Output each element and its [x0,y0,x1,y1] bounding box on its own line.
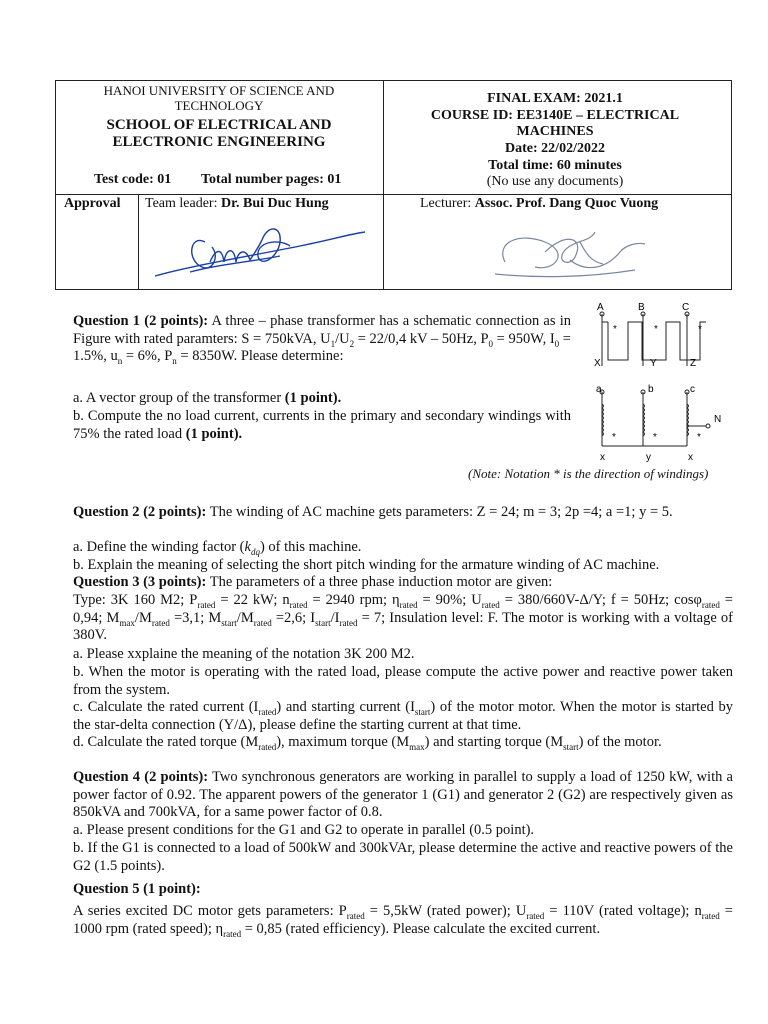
course-id: COURSE ID: EE3140E – ELECTRICAL MACHINES [430,108,680,139]
question-2-part-b: b. Explain the meaning of selecting the short pitch winding for the armature winding of AC machine. [73,557,660,573]
question-4-part-b: b. If the G1 is connected to a load of 500kW and 300kVAr, please determine the active and reactive powers of the G2 (1.5 points). [73,840,733,874]
question-1-note: (Note: Notation * is the direction of windings) [468,466,709,481]
polarity-star: * [654,324,658,335]
question-4-intro: Question 4 (2 points): Two synchronous generators are working in parallel to supply a load of 1250 kW, with a power factor of 0.92. The apparent powers of the generator 1 (G1) and generator 2 (G2) are respectively given as 850kVA and 700kVA, for a same power factor of 0.8. [73,769,733,820]
exam-title: FINAL EXAM: 2021.1 [487,91,623,106]
terminal-Y: Y [650,358,657,369]
terminal-B: B [638,302,645,313]
exam-date: Date: 22/02/2022 [505,141,605,156]
question-5-title: Question 5 (1 point): [73,881,201,897]
lecturer: Lecturer: Assoc. Prof. Dang Quoc Vuong [420,196,659,211]
polarity-star: * [698,324,702,335]
terminal-z-lower: x [688,452,693,463]
question-3-part-a: a. Please xxplaine the meaning of the notation 3K 200 M2. [73,646,415,662]
question-3-part-c: c. Calculate the rated current $(I_{rated})$ and starting current $(I_{start})$ of the motor motor. When the motor is started by the star-delta connection (Y/Δ), please define the starting current at that time. [73,699,733,733]
transformer-schematic [588,300,738,466]
university-name: HANOI UNIVERSITY OF SCIENCE AND TECHNOLOGY [103,83,335,113]
question-2-intro: Question 2 (2 points): The winding of AC machine gets parameters: Z = 24; m = 3; 2p =4; a =1; y = 5. [73,504,673,520]
team-leader-signature [150,212,370,284]
terminal-y: y [646,452,651,463]
question-1-intro: Question 1 (2 points): A three – phase transformer has a schematic connection as in Figure with rated paramters: S = 750kVA, $U_1/U_2 = 22/0,4$ kV – 50Hz, $P_0 = 950W$, $I_0 = 1.5\%$, $u_n = 6\%$, $P_n = 8350W$. Please determine: [73,313,571,366]
terminal-b: b [648,384,654,395]
question-1-part-b: b. Compute the no load current, currents in the primary and secondary windings with 75% the rated load (1 point). [73,408,571,442]
polarity-star: * [613,324,617,335]
lecturer-signature [475,212,675,284]
question-4-part-a: a. Please present conditions for the G1 and G2 to operate in parallel (0.5 point). [73,822,535,838]
terminal-X: X [594,358,601,369]
question-3-intro: Question 3 (3 points): The parameters of a three phase induction motor are given: [73,574,553,590]
question-1-part-a: a. A vector group of the transformer (1 point). [73,390,342,406]
polarity-star: * [697,432,701,443]
polarity-star: * [612,432,616,443]
no-documents-note: (No use any documents) [486,174,624,189]
terminal-N: N [714,414,722,425]
lecturer-name: Assoc. Prof. Dang Quoc Vuong [474,196,659,211]
team-leader-name: Dr. Bui Duc Hung [220,196,329,211]
total-time: Total time: 60 minutes [488,158,622,173]
terminal-c: c [690,384,695,395]
question-5-body: A series excited DC motor gets parameters: $P_{rated} = 5,5kW$ (rated power); $U_{rated} = 110V$ (rated voltage); $n_{rated} = 1000$ rpm (rated speed); $\eta_{rated} = 0,85$ (rated efficiency). Please calculate the excited current. [73,903,733,939]
test-code: Test code: 01 [94,172,172,187]
terminal-x: x [600,452,605,463]
question-2-part-a: a. Define the winding factor $(k_{dq})$ of this machine. [73,539,362,557]
question-3-parameters: Type: 3K 160 M2; $P_{rated} = 22$ kW; $n_{rated} = 2940$ rpm; $\eta_{rated} = 90\%$; $U_{rated} = 380/660V-\Delta/Y$; f = 50Hz; cosφ$_{rated}$ = 0,94; $M_{max}/M_{rated} =3,1$; $M_{start}/M_{rated} =2,6$; $I_{start}/I_{rated} = 7$; Insulation level: F. The motor is working with a voltage of 380V. [73,592,733,643]
question-3-part-d: d. Calculate the rated torque $(M_{rated})$, maximum torque $(M_{max})$ and starting torque $(M_{start})$ of the motor. [73,734,662,752]
terminal-C: C [682,302,690,313]
terminal-A: A [597,302,604,313]
terminal-Z: Z [690,358,697,369]
team-leader: Team leader: Dr. Bui Duc Hung [145,196,329,211]
polarity-star: * [653,432,657,443]
question-3-part-b: b. When the motor is operating with the rated load, please compute the active power and reactive power taken from the system. [73,664,733,698]
approval-label: Approval [64,196,121,211]
school-name: SCHOOL OF ELECTRICAL AND ELECTRONIC ENGINEERING [106,117,332,150]
total-pages: Total number pages: 01 [201,172,342,187]
terminal-a: a [596,384,602,395]
